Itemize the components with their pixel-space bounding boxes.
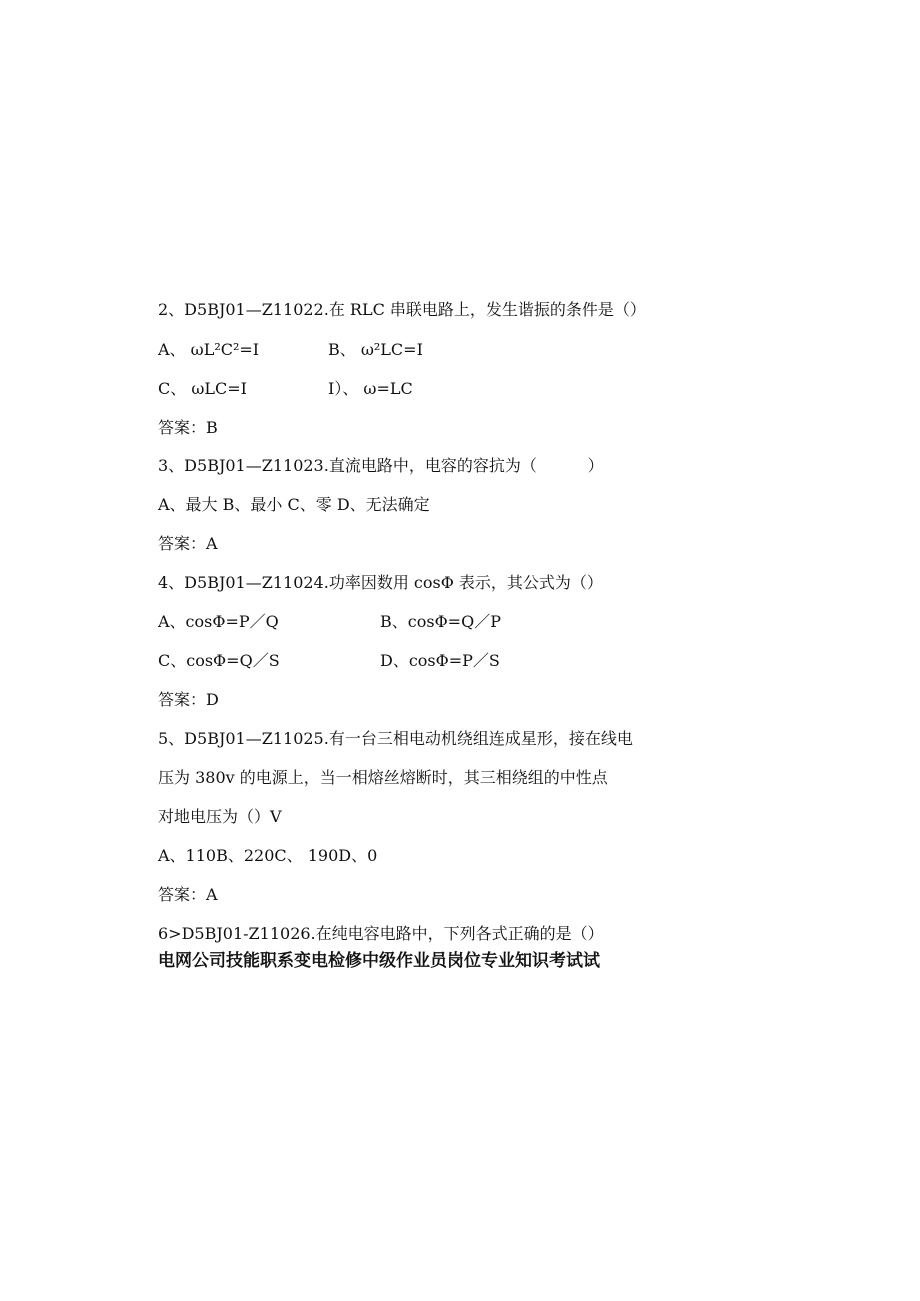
question-5-stem-line-1: 5、D5BJ01—Z11025.有一台三相电动机绕组连成星形，接在线电 — [158, 729, 633, 748]
question-2-option-b: B、 ω²LC=I — [328, 340, 423, 359]
question-4-option-d: D、cosΦ=P／S — [380, 651, 500, 670]
question-5-stem-line-3: 对地电压为（）V — [158, 807, 282, 826]
question-4-option-c: C、cosΦ=Q／S — [158, 651, 280, 670]
question-2-option-c: C、 ωLC=I — [158, 379, 247, 398]
question-6-stem: 6>D5BJ01-Z11026.在纯电容电路中，下列各式正确的是（） — [158, 924, 604, 943]
question-3-options: A、最大 B、最小 C、零 D、无法确定 — [158, 495, 430, 514]
question-4-option-b: B、cosΦ=Q／P — [380, 612, 501, 631]
question-3-stem: 3、D5BJ01—Z11023.直流电路中，电容的容抗为（ ） — [158, 456, 604, 475]
question-3-answer: 答案：A — [158, 534, 218, 553]
question-5-options: A、110B、220C、 190D、0 — [158, 846, 378, 865]
question-4-stem: 4、D5BJ01—Z11024.功率因数用 cosΦ 表示，其公式为（） — [158, 573, 603, 592]
question-2-option-d: I）、 ω=LC — [328, 379, 413, 398]
question-2-stem: 2、D5BJ01—Z11022.在 RLC 串联电路上，发生谐振的条件是（） — [158, 300, 646, 319]
document-footer-title: 电网公司技能职系变电检修中级作业员岗位专业知识考试试 — [158, 951, 600, 971]
question-2-answer: 答案：B — [158, 418, 218, 437]
question-5-stem-line-2: 压为 380v 的电源上，当一相熔丝熔断时，其三相绕组的中性点 — [158, 768, 608, 787]
question-4-answer: 答案：D — [158, 690, 219, 709]
question-5-answer: 答案：A — [158, 885, 218, 904]
question-4-option-a: A、cosΦ=P／Q — [158, 612, 279, 631]
question-2-option-a: A、 ωL²C²=I — [158, 340, 260, 359]
